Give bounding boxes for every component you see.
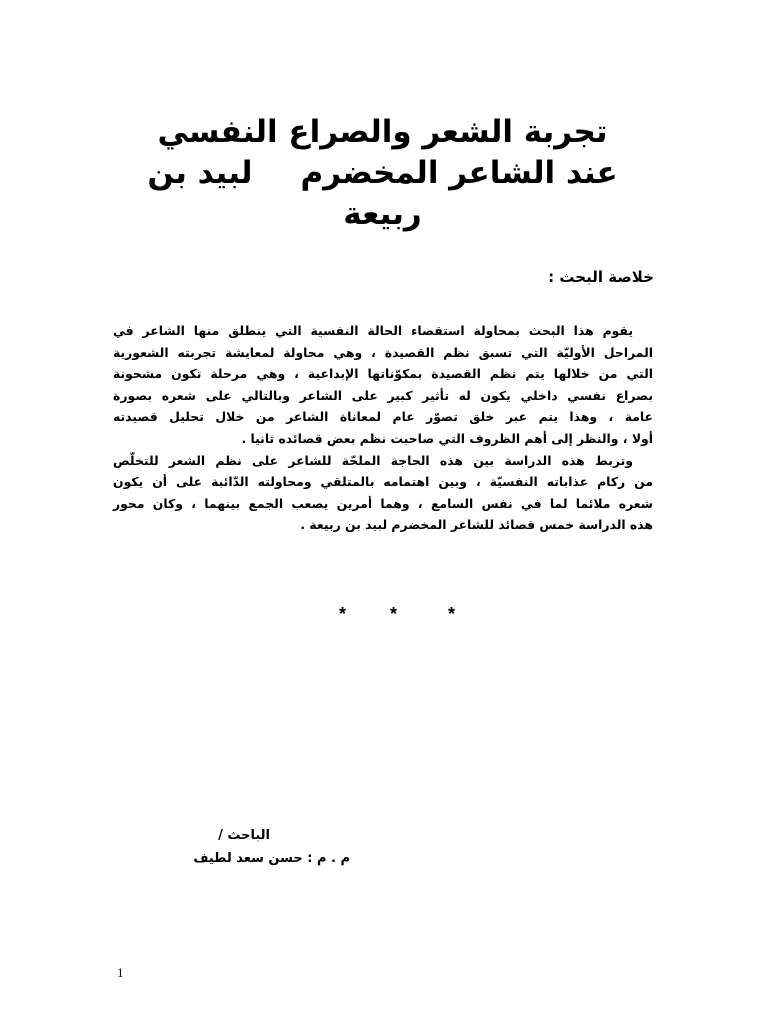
abstract-line: يقوم هذا البحث بمحاولة استقصاء الحالة النفسية التي ينطلق منها الشاعر في [113,323,633,338]
abstract-line: التي من خلالها يتم نظم القصيدة بمكوّناتها الإبداعية ، وهي مرحلة تكون مشحونة [113,366,653,382]
separator-star: * [390,604,398,624]
abstract-line: عامة ، وهذا يتم عبر خلق تصوّر عام لمعاناة الشاعر من خلال تحليل قصيدته [113,409,653,425]
abstract-body [113,320,653,536]
title-line-2-part-2: لبيد بن [147,155,253,191]
abstract-line: شعره ملائما لما في نفس السامع ، وهما أمرين يصعب الجمع بينهما ، وكان محور [113,495,653,511]
page-number: 1 [117,965,124,980]
author-name: م . م : حسن سعد لطيف [193,851,350,866]
title-line-2 [110,153,655,194]
abstract-line: من ركام عذاباته النفسيّة ، وبين اهتمامه بالمتلقي ومحاولته الدّائبة على أن يكون [113,474,653,490]
author-label: الباحث / [218,828,270,843]
title-line-1: تجربة الشعر والصراع النفسي [157,114,608,150]
abstract-line: هذه الدراسة خمس قصائد للشاعر المخضرم لبيد بن ربيعة . [300,517,653,533]
separator-star: * [448,604,456,624]
abstract-heading: خلاصة البحث : [548,268,654,286]
title-line-3: ربيعة [343,196,422,232]
separator-star: * [339,604,347,624]
title-line-2-part-1: عند الشاعر المخضرم [300,155,618,191]
abstract-line: المراحل الأوليّة التي تسبق نظم القصيدة ، وهي محاولة لمعايشة تجربته الشعورية [113,344,653,360]
abstract-line: بصراع نفسي داخلي يكون له تأثير كبير على الشاعر وبالتالي على شعره بصورة [113,387,653,403]
abstract-line: وتربط هذه الدراسة بين هذه الحاجة الملحّة للشاعر على نظم الشعر للتخلّص [113,452,633,468]
abstract-line: أولا ، والنظر إلى أهم الظروف التي صاحبت نظم بعض قصائده ثانيا . [241,430,653,446]
document-title [110,112,655,235]
